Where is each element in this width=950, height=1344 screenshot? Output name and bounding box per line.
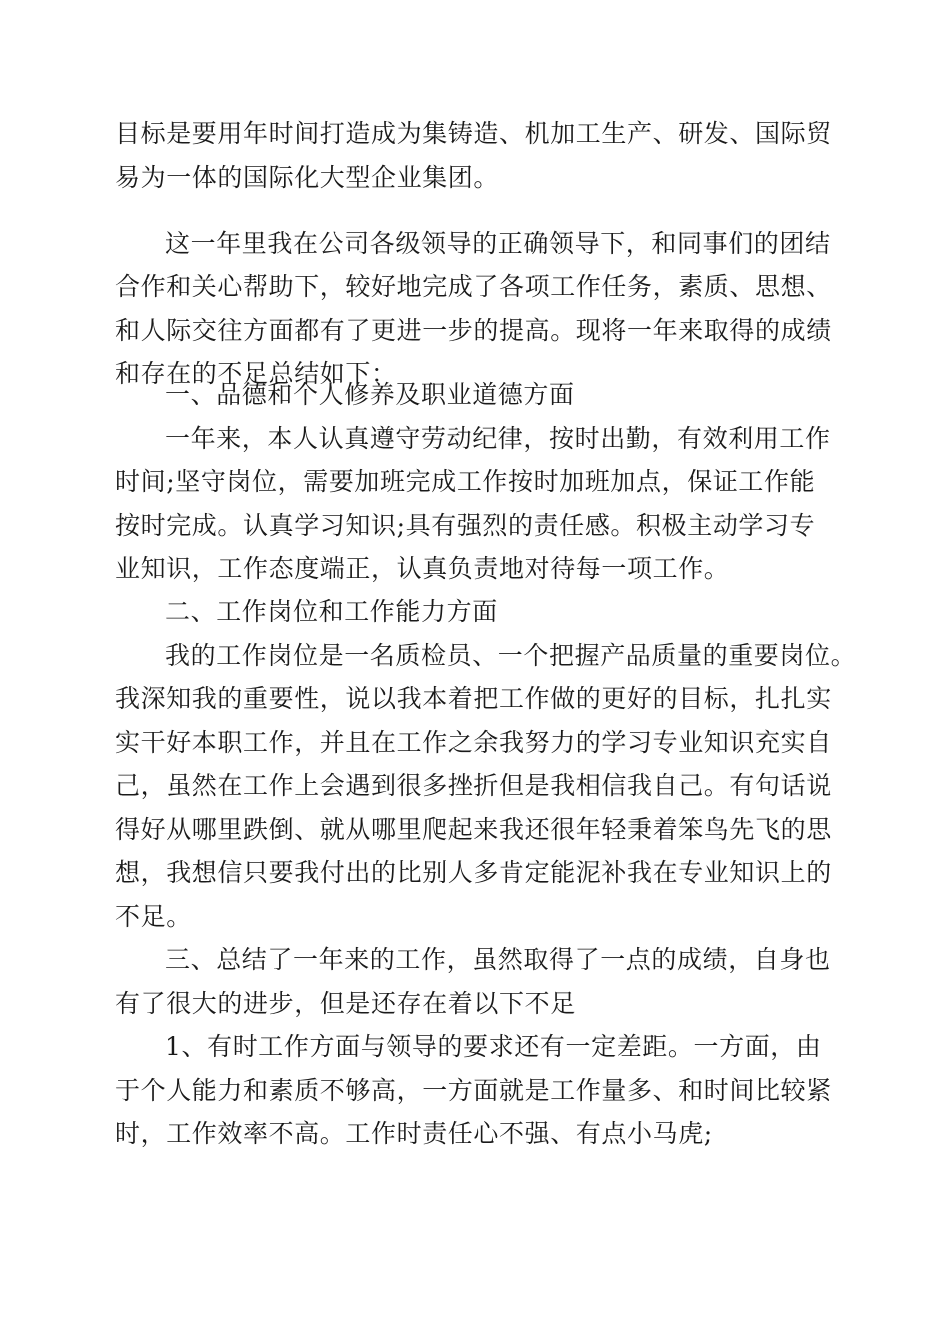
text-line: 按时完成。认真学习知识;具有强烈的责任感。积极主动学习专 xyxy=(115,511,816,540)
text-line: 有了很大的进步，但是还存在着以下不足 xyxy=(115,989,576,1018)
text-line: 这一年里我在公司各级领导的正确领导下，和同事们的团结 xyxy=(165,229,831,258)
text-line: 我深知我的重要性，说以我本着把工作做的更好的目标，扎扎实 xyxy=(115,684,832,713)
section-heading: 二、工作岗位和工作能力方面 xyxy=(165,597,498,626)
text-line: 想，我想信只要我付出的比别人多肯定能泥补我在专业知识上的 xyxy=(115,858,832,887)
text-line: 实干好本职工作，并且在工作之余我努力的学习专业知识充实自 xyxy=(115,728,832,757)
text-line: 1、有时工作方面与领导的要求还有一定差距。一方面，由 xyxy=(165,1032,822,1061)
text-line: 业知识，工作态度端正，认真负责地对待每一项工作。 xyxy=(115,554,730,583)
text-line: 不足。 xyxy=(115,902,192,931)
section-heading: 一、品德和个人修养及职业道德方面 xyxy=(165,380,575,409)
text-line: 一年来，本人认真遵守劳动纪律，按时出勤，有效利用工作 xyxy=(165,424,831,453)
text-line: 得好从哪里跌倒、就从哪里爬起来我还很年轻秉着笨鸟先飞的思 xyxy=(115,815,832,844)
text-line: 于个人能力和素质不够高，一方面就是工作量多、和时间比较紧 xyxy=(115,1076,832,1105)
section-heading: 三、总结了一年来的工作，虽然取得了一点的成绩，自身也 xyxy=(165,945,831,974)
text-line: 和人际交往方面都有了更进一步的提高。现将一年来取得的成绩 xyxy=(115,316,832,345)
text-line: 和存在的不足总结如下： xyxy=(115,359,397,388)
text-line: 时间;坚守岗位，需要加班完成工作按时加班加点，保证工作能 xyxy=(115,467,816,496)
text-line: 时，工作效率不高。工作时责任心不强、有点小马虎; xyxy=(115,1119,713,1148)
text-line: 己，虽然在工作上会遇到很多挫折但是我相信我自己。有句话说 xyxy=(115,771,832,800)
text-line: 合作和关心帮助下，较好地完成了各项工作任务，素质、思想、 xyxy=(115,272,832,301)
text-line: 易为一体的国际化大型企业集团。 xyxy=(115,163,500,192)
text-line: 目标是要用年时间打造成为集铸造、机加工生产、研发、国际贸 xyxy=(115,119,832,148)
text-line: 我的工作岗位是一名质检员、一个把握产品质量的重要岗位。 xyxy=(165,641,857,670)
